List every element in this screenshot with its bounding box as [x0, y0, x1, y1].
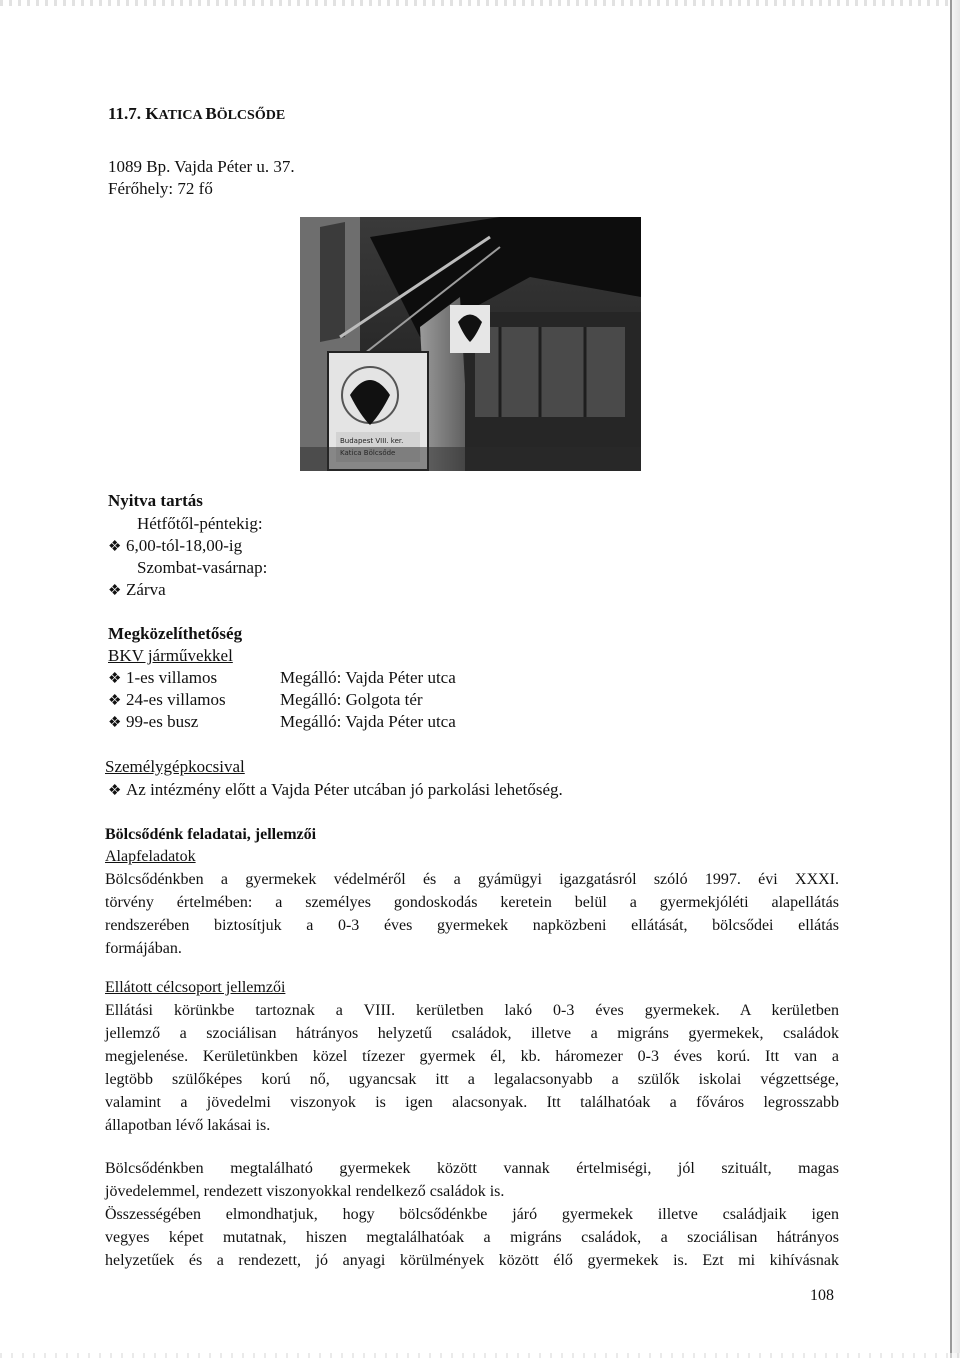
diamond-bullet-icon: ❖	[108, 671, 122, 687]
target-group-paragraph	[105, 999, 839, 1137]
capacity: Férőhely: 72 fő	[108, 179, 213, 198]
access-heading: Megközelíthetőség	[108, 624, 243, 643]
weekend-status: ❖ Zárva	[108, 579, 166, 602]
paragraph-line: helyzetűek és a rendezett, jó anyagi körülmények között élő gyermekek is. Ezt mi kihívásnak	[105, 1252, 839, 1269]
building-photo	[300, 217, 641, 471]
paragraph-line: jövedelemmel, rendezett viszonyokkal rendelkező családok is.	[105, 1183, 505, 1200]
opening-heading: Nyitva tartás	[108, 491, 203, 510]
diamond-bullet-icon: ❖	[108, 783, 122, 799]
scan-artifact-right-line	[950, 0, 952, 1358]
weekend-label: Szombat-vasárnap:	[137, 558, 268, 577]
paragraph-line: jellemző a szociálisan hátrányos helyzetű családok, illetve a migráns gyermekek, családok	[105, 1025, 839, 1042]
paragraph-line: legtöbb szülőképes korú nő, ugyancsak itt a legalacsonyabb a szülők iskolai végzettsége,	[105, 1071, 839, 1088]
basic-tasks-paragraph	[105, 868, 839, 960]
scan-artifact-top	[0, 0, 960, 6]
paragraph-line: állapotban lévő lakásai is.	[105, 1117, 271, 1134]
paragraph-line: rendszerében biztosítjuk a 0-3 éves gyermekek napközbeni ellátását, bölcsődei ellátás	[105, 917, 839, 934]
bkv-heading: BKV járművekkel	[108, 646, 233, 665]
address: 1089 Bp. Vajda Péter u. 37.	[108, 157, 295, 176]
paragraph-line: Bölcsődénkben megtalálható gyermekek között vannak értelmiségi, jól szituált, magas	[105, 1160, 839, 1177]
diamond-bullet-icon: ❖	[108, 693, 122, 709]
page-number: 108	[810, 1287, 834, 1304]
diamond-bullet-icon: ❖	[108, 583, 122, 599]
paragraph-line: Ellátási körünkbe tartoznak a VIII. kerületben lakó 0-3 éves gyermekek. A kerületben	[105, 1002, 839, 1019]
transit-stop: Megálló: Vajda Péter utca	[280, 712, 456, 731]
target-group-heading: Ellátott célcsoport jellemzői	[105, 979, 286, 996]
scan-artifact-bottom	[0, 1353, 960, 1358]
weekday-label: Hétfőtől-péntekig:	[137, 514, 263, 533]
scan-artifact-right-shade	[952, 0, 960, 1358]
paragraph-line: Bölcsődénkben a gyermekek védelméről és a gyámügyi igazgatásról szóló 1997. évi XXXI.	[105, 871, 839, 888]
transit-line: ❖ 1-es villamos	[108, 667, 217, 690]
transit-line: ❖ 24-es villamos	[108, 689, 226, 712]
weekday-hours: ❖ 6,00-tól-18,00-ig	[108, 535, 242, 558]
transit-stop: Megálló: Golgota tér	[280, 690, 423, 709]
tasks-heading: Bölcsődénk feladatai, jellemzői	[105, 826, 317, 843]
section-title: 11.7. KATICA BÖLCSŐDE	[108, 104, 286, 123]
families-paragraph	[105, 1157, 839, 1272]
diamond-bullet-icon: ❖	[108, 715, 122, 731]
paragraph-line: megjelenése. Kerületünkben közel tízezer gyermek él, kb. háromezer 0-3 éves korú. Itt van a	[105, 1048, 839, 1065]
transit-stop: Megálló: Vajda Péter utca	[280, 668, 456, 687]
car-text: ❖ Az intézmény előtt a Vajda Péter utcában jó parkolási lehetőség.	[108, 779, 563, 802]
paragraph-line: formájában.	[105, 940, 182, 957]
transit-line: ❖ 99-es busz	[108, 711, 198, 734]
basic-tasks-heading: Alapfeladatok	[105, 848, 196, 865]
car-heading: Személygépkocsival	[105, 757, 245, 776]
paragraph-line: vegyes képet mutatnak, hiszen megtalálhatóak a migráns családok, a szociálisan hátrányos	[105, 1229, 839, 1246]
paragraph-line: valamint a jövedelmi viszonyok is igen alacsonyak. Itt találhatóak a főváros legrosszabb	[105, 1094, 839, 1111]
paragraph-line: Összességében elmondhatjuk, hogy bölcsődénkbe járó gyermekek illetve családjaik igen	[105, 1206, 839, 1223]
building-photo-image	[300, 217, 641, 471]
sign-text-1: Budapest VIII. ker.	[340, 437, 404, 445]
paragraph-line: törvény értelmében: a személyes gondoskodás keretein belül a gyermekjóléti alapellátás	[105, 894, 839, 911]
diamond-bullet-icon: ❖	[108, 539, 122, 555]
